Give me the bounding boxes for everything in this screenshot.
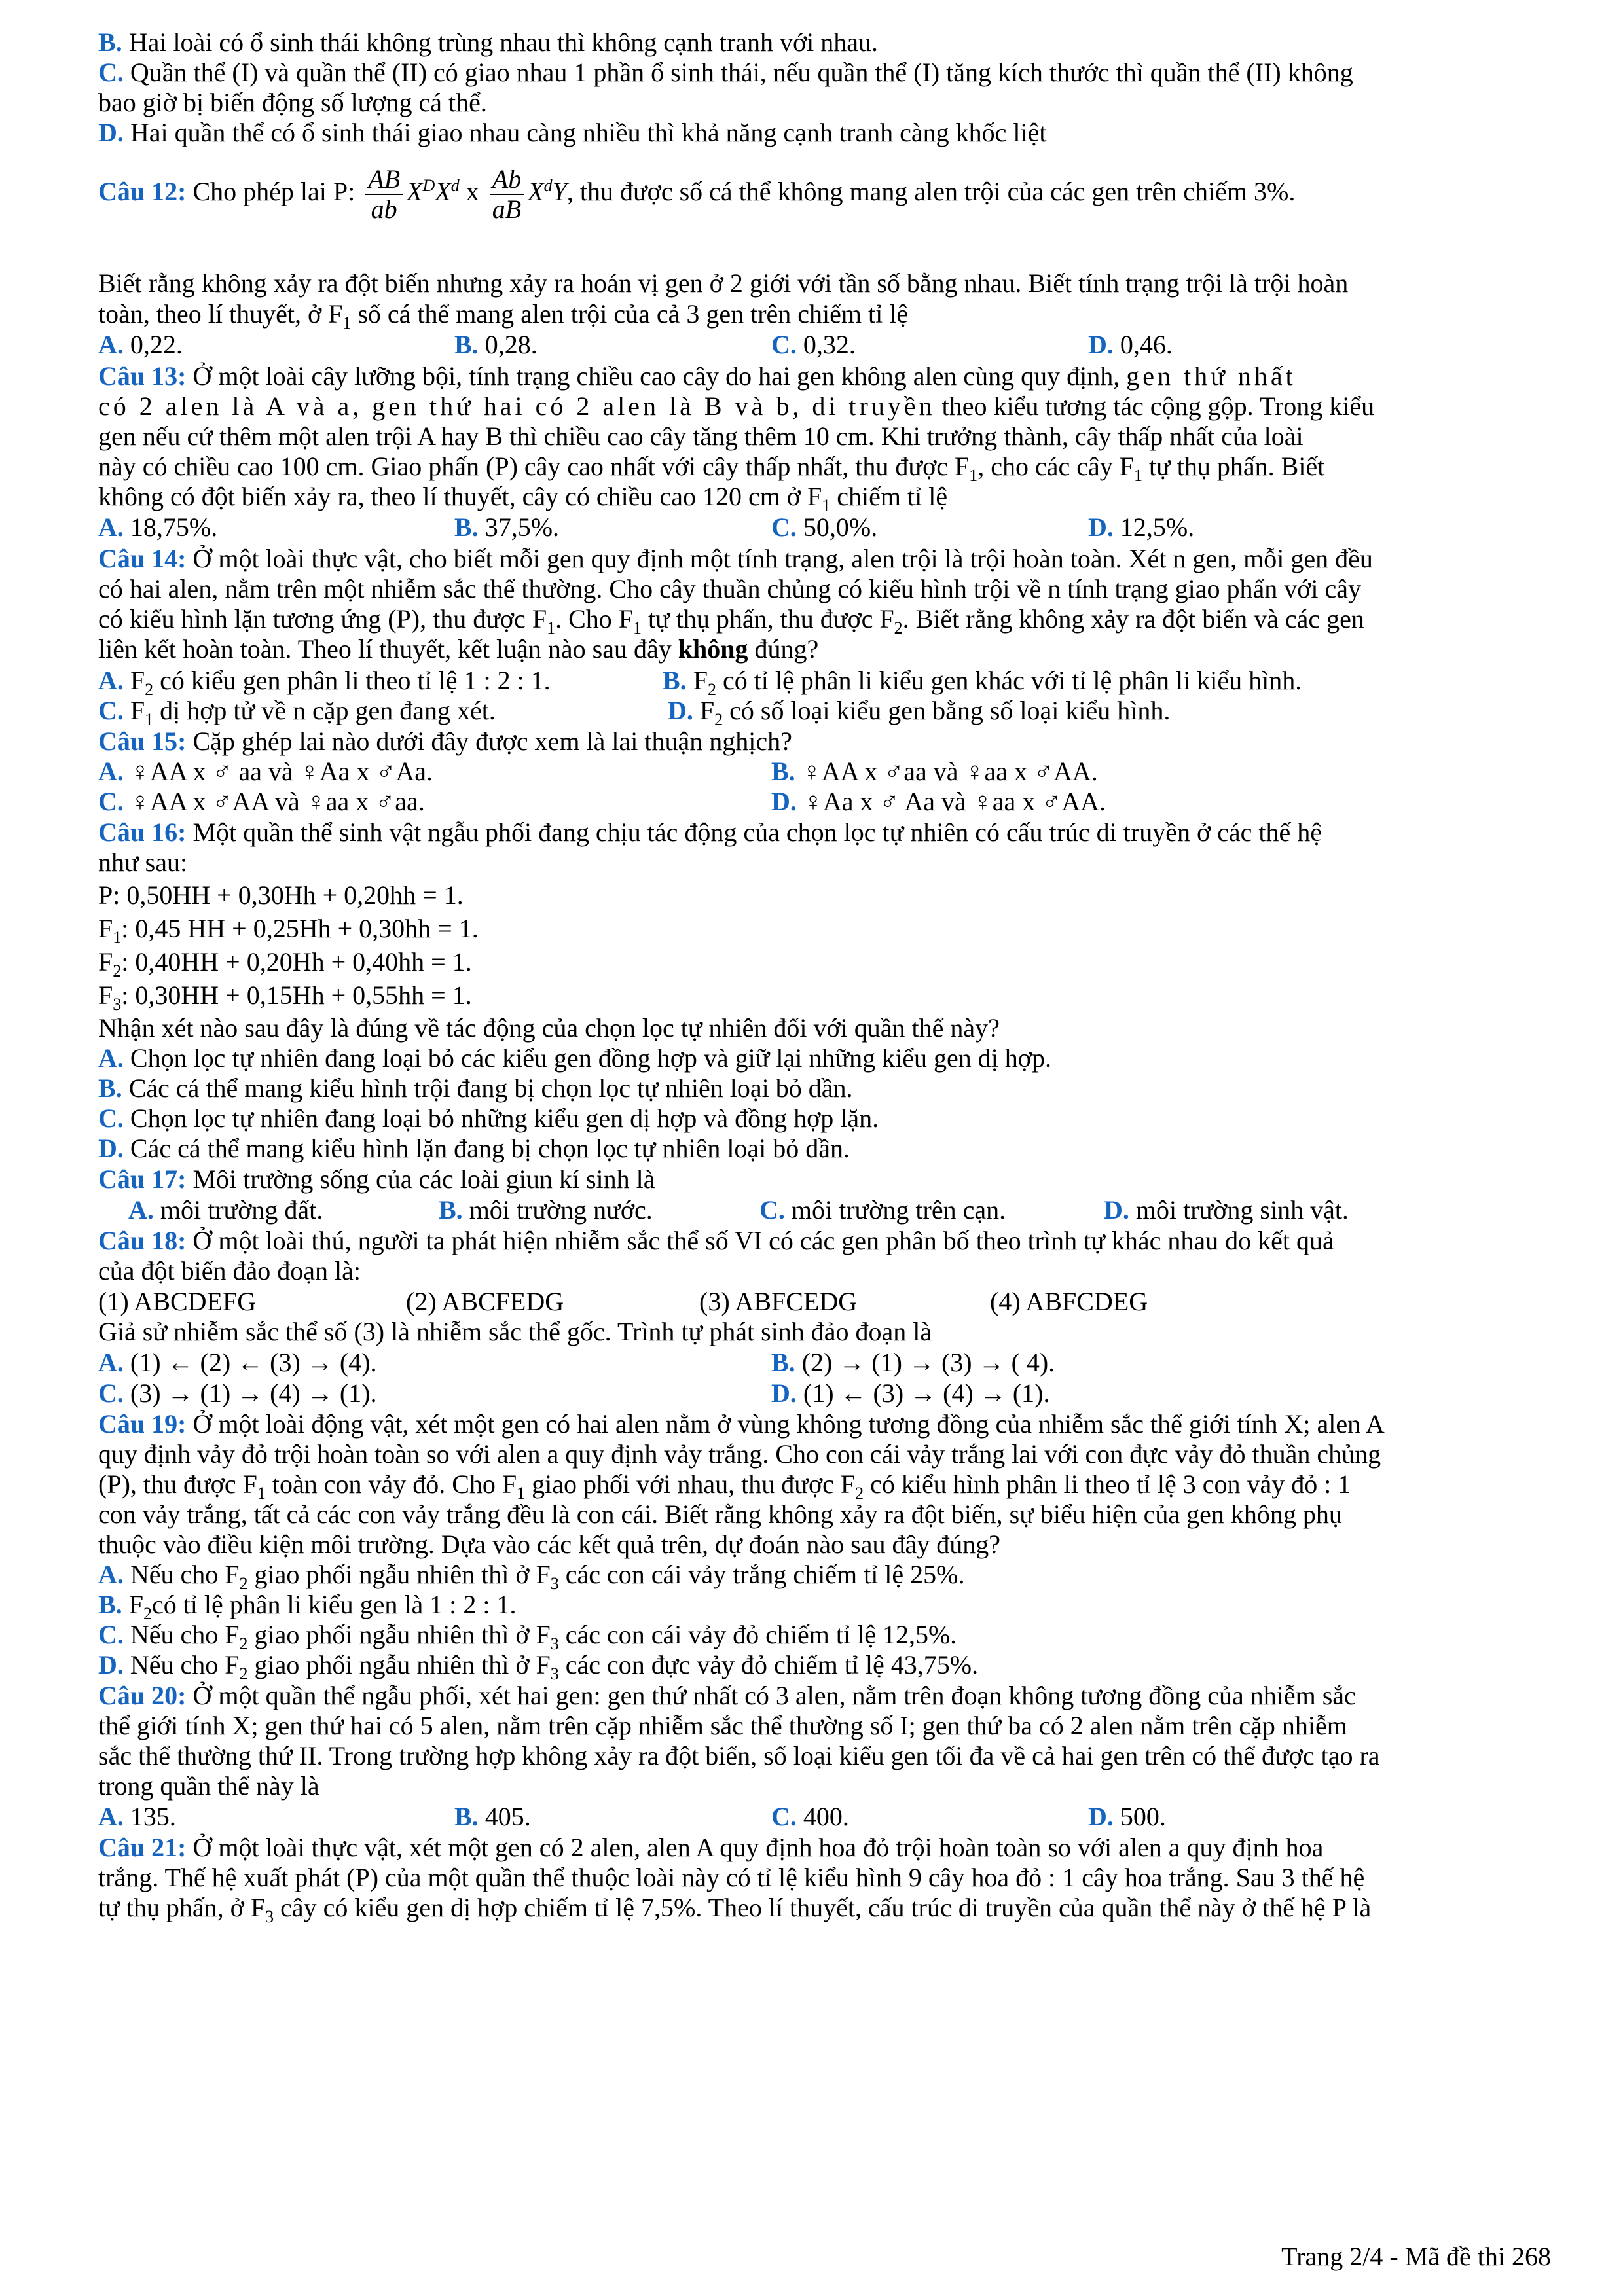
- q13-line2: có 2 alen là A và a, gen thứ hai có 2 alen là B và b, di truyền theo kiểu tương tác cộng gộp. Trong kiểu: [98, 391, 1375, 421]
- q18-option-c[interactable]: C. (3) → (1) → (4) → (1).: [98, 1378, 377, 1408]
- q15-question: Câu 15: Cặp ghép lai nào dưới đây được xem là lai thuận nghịch?: [98, 726, 792, 756]
- q14-option-c[interactable]: C. $F_1$ dị hợp tử về n cặp gen đang xét.: [98, 696, 496, 729]
- q19-line2: quy định vảy đỏ trội hoàn toàn so với alen a quy định vảy trắng. Cho con cái vảy trắng lai với con đực vảy đỏ thuần chủng: [98, 1439, 1381, 1469]
- q19-line3: (P), thu được $F_1$ toàn con vảy đỏ. Cho $F_1$ giao phối với nhau, thu được $F_2$ có kiểu hình phân li theo tỉ lệ 3 con vảy đỏ : 1: [98, 1469, 1351, 1503]
- q19-option-b[interactable]: B. $F_2có$ tỉ lệ phân li kiểu gen là 1 : 2 : 1.: [98, 1590, 517, 1623]
- q18-option-d[interactable]: D. (1) ← (3) → (4) → (1).: [771, 1378, 1050, 1408]
- q21-line3: tự thụ phấn, ở $F_3$ cây có kiểu gen dị hợp chiếm tỉ lệ 7,5%. Theo lí thuyết, cấu trúc di truyền của quần thể này ở thế hệ P là: [98, 1893, 1372, 1926]
- q18-option-b[interactable]: B. (2) → (1) → (3) → ( 4).: [771, 1348, 1055, 1377]
- q14-option-d[interactable]: D. $F_2$ có số loại kiểu gen bằng số loại kiểu hình.: [668, 696, 1171, 729]
- q19-line4: con vảy trắng, tất cả các con vảy trắng đều là con cái. Biết rằng không xảy ra đột biến, sự biểu hiện của gen không phụ: [98, 1499, 1342, 1529]
- q12-question: Câu 12: Cho phép lai P: $\frac{AB}{ab}$ $X^DX^d$ x $\frac{Ab}{aB}$ $X^dY$, thu được số cá thể không mang alen trội của các gen trên chiếm 3%.: [98, 164, 1296, 224]
- q11-option-c-cont: bao giờ bị biến động số lượng cá thể.: [98, 88, 487, 117]
- q16-generation-p: P: 0,50HH + 0,30Hh + 0,20hh = 1.: [98, 880, 464, 910]
- q13-line3: gen nếu cứ thêm một alen trội A hay B thì chiều cao cây tăng thêm 10 cm. Khi trưởng thành, cây thấp nhất của loài: [98, 422, 1304, 451]
- q19-line5: thuộc vào điều kiện môi trường. Dựa vào các kết quả trên, dự đoán nào sau đây đúng?: [98, 1530, 1001, 1559]
- page-footer: Trang 2/4 - Mã đề thi 268: [1281, 2242, 1551, 2271]
- q20-line2: thể giới tính X; gen thứ hai có 5 alen, nằm trên cặp nhiễm sắc thể thường số I; gen thứ ba có 2 alen nằm trên cặp nhiễm: [98, 1711, 1347, 1740]
- q16-ask: Nhận xét nào sau đây là đúng về tác động của chọn lọc tự nhiên đối với quần thể này?: [98, 1013, 1000, 1043]
- q12-fraction-1: $\frac{AB}{ab}$: [365, 165, 403, 224]
- q11-option-c: C. Quần thể (I) và quần thể (II) có giao nhau 1 phần ổ sinh thái, nếu quần thể (I) tăng kích thước thì quần thể (II) không: [98, 58, 1353, 87]
- q13-line1: Câu 13: Ở một loài cây lưỡng bội, tính trạng chiều cao cây do hai gen không alen cùng quy định, gen thứ nhất: [98, 361, 1296, 391]
- q20-option-a[interactable]: A. 135.: [98, 1802, 176, 1831]
- q16-generation-f3: $F_3$: 0,30HH + 0,15Hh + 0,55hh = 1.: [98, 980, 472, 1014]
- q12-option-c[interactable]: C. 0,32.: [771, 330, 856, 359]
- q13-option-d[interactable]: D. 12,5%.: [1088, 512, 1195, 542]
- q16-option-d[interactable]: D. Các cá thể mang kiểu hình lặn đang bị chọn lọc tự nhiên loại bỏ dần.: [98, 1134, 850, 1163]
- q12-option-d[interactable]: D. 0,46.: [1088, 330, 1173, 359]
- q16-generation-f1: $F_1$: 0,45 HH + 0,25Hh + 0,30hh = 1.: [98, 914, 479, 947]
- q16-generation-f2: $F_2$: 0,40HH + 0,20Hh + 0,40hh = 1.: [98, 947, 472, 980]
- q15-option-c[interactable]: C. ♀AA x ♂AA và ♀aa x ♂aa.: [98, 787, 425, 816]
- q21-line1: Câu 21: Ở một loài thực vật, xét một gen có 2 alen, alen A quy định hoa đỏ trội hoàn toàn so với alen a quy định hoa: [98, 1833, 1324, 1862]
- q15-option-a[interactable]: A. ♀AA x ♂ aa và ♀Aa x ♂Aa.: [98, 757, 433, 786]
- q14-option-b[interactable]: B. $F_2$ có tỉ lệ phân li kiểu gen khác với tỉ lệ phân li kiểu hình.: [663, 666, 1302, 699]
- q18-sequence-3: (3) ABFCEDG: [699, 1287, 858, 1316]
- q19-line1: Câu 19: Ở một loài động vật, xét một gen có hai alen nằm ở vùng không tương đồng của nhiễm sắc thể giới tính X; alen A: [98, 1409, 1385, 1439]
- q21-line2: trắng. Thế hệ xuất phát (P) của một quần thể thuộc loài này có tỉ lệ kiểu hình 9 cây hoa đỏ : 1 cây hoa trắng. Sau 3 thế hệ: [98, 1863, 1365, 1892]
- q12-line2: Biết rằng không xảy ra đột biến nhưng xảy ra hoán vị gen ở 2 giới với tần số bằng nhau. Biết tính trạng trội là trội hoàn: [98, 268, 1349, 298]
- q20-option-d[interactable]: D. 500.: [1088, 1802, 1166, 1831]
- q13-line4: này có chiều cao 100 cm. Giao phấn (P) cây cao nhất với cây thấp nhất, thu được $F_1$, cho các cây $F_1$ tự thụ phấn. Biết: [98, 452, 1325, 485]
- q20-option-b[interactable]: B. 405.: [454, 1802, 531, 1831]
- q18-option-a[interactable]: A. (1) ← (2) ← (3) → (4).: [98, 1348, 377, 1377]
- q12-fraction-2: $\frac{Ab}{aB}$: [490, 165, 524, 224]
- q18-line2: của đột biến đảo đoạn là:: [98, 1256, 361, 1285]
- q18-sequence-1: (1) ABCDEFG: [98, 1287, 257, 1316]
- q16-option-b[interactable]: B. Các cá thể mang kiểu hình trội đang bị chọn lọc tự nhiên loại bỏ dần.: [98, 1073, 853, 1103]
- q18-sequence-4: (4) ABFCDEG: [990, 1287, 1148, 1316]
- q11-option-d: D. Hai quần thể có ổ sinh thái giao nhau càng nhiều thì khả năng cạnh tranh càng khốc liệt: [98, 118, 1047, 147]
- q20-line4: trong quần thể này là: [98, 1771, 319, 1801]
- q20-line3: sắc thể thường thứ II. Trong trường hợp không xảy ra đột biến, số loại kiểu gen tối đa về cả hai gen trên có thể được tạo ra: [98, 1741, 1380, 1770]
- q18-line1: Câu 18: Ở một loài thú, người ta phát hiện nhiễm sắc thể số VI có các gen phân bố theo trình tự khác nhau do kết quả: [98, 1226, 1334, 1255]
- q14-line4: liên kết hoàn toàn. Theo lí thuyết, kết luận nào sau đây không đúng?: [98, 634, 819, 664]
- q16-line2: như sau:: [98, 848, 188, 877]
- q16-line1: Câu 16: Một quần thể sinh vật ngẫu phối đang chịu tác động của chọn lọc tự nhiên có cấu trúc di truyền ở các thế hệ: [98, 817, 1322, 847]
- q14-line1: Câu 14: Ở một loài thực vật, cho biết mỗi gen quy định một tính trạng, alen trội là trội hoàn toàn. Xét n gen, mỗi gen đều: [98, 544, 1373, 573]
- q13-line5: không có đột biến xảy ra, theo lí thuyết, cây có chiều cao 120 cm ở $F_1$ chiếm tỉ lệ: [98, 482, 948, 515]
- q13-option-c[interactable]: C. 50,0%.: [771, 512, 878, 542]
- q13-option-b[interactable]: B. 37,5%.: [454, 512, 560, 542]
- q17-option-a[interactable]: A. môi trường đất.: [128, 1195, 323, 1225]
- q18-sequence-2: (2) ABCFEDG: [406, 1287, 564, 1316]
- q16-option-a[interactable]: A. Chọn lọc tự nhiên đang loại bỏ các kiểu gen đồng hợp và giữ lại những kiểu gen dị hợp.: [98, 1043, 1051, 1073]
- q16-option-c[interactable]: C. Chọn lọc tự nhiên đang loại bỏ những kiểu gen dị hợp và đồng hợp lặn.: [98, 1103, 879, 1133]
- q19-option-d[interactable]: D. Nếu cho $F_2$ giao phối ngẫu nhiên thì ở $F_3$ các con đực vảy đỏ chiếm tỉ lệ 43,75%.: [98, 1650, 979, 1683]
- q11-option-b: B. Hai loài có ổ sinh thái không trùng nhau thì không cạnh tranh với nhau.: [98, 27, 878, 57]
- q15-option-b[interactable]: B. ♀AA x ♂aa và ♀aa x ♂AA.: [771, 757, 1098, 786]
- q13-option-a[interactable]: A. 18,75%.: [98, 512, 218, 542]
- q14-line3: có kiểu hình lặn tương ứng (P), thu được $F_1$. Cho $F_1$ tự thụ phấn, thu được $F_2$. Biết rằng không xảy ra đột biến và các gen: [98, 604, 1364, 637]
- q17-option-b[interactable]: B. môi trường nước.: [439, 1195, 653, 1225]
- q20-option-c[interactable]: C. 400.: [771, 1802, 849, 1831]
- q14-option-a[interactable]: A. $F_2$ có kiểu gen phân li theo tỉ lệ 1 : 2 : 1.: [98, 666, 551, 699]
- q12-option-a[interactable]: A. 0,22.: [98, 330, 183, 359]
- q12-line3: toàn, theo lí thuyết, ở $F_1$ số cá thể mang alen trội của cả 3 gen trên chiếm tỉ lệ: [98, 299, 909, 332]
- q14-line2: có hai alen, nằm trên một nhiễm sắc thể thường. Cho cây thuần chủng có kiểu hình trội về n tính trạng giao phấn với cây: [98, 574, 1362, 603]
- q19-option-a[interactable]: A. Nếu cho $F_2$ giao phối ngẫu nhiên thì ở $F_3$ các con cái vảy trắng chiếm tỉ lệ 25%.: [98, 1560, 965, 1593]
- q15-option-d[interactable]: D. ♀Aa x ♂ Aa và ♀aa x ♂AA.: [771, 787, 1106, 816]
- q19-option-c[interactable]: C. Nếu cho $F_2$ giao phối ngẫu nhiên thì ở $F_3$ các con cái vảy đỏ chiếm tỉ lệ 12,5%.: [98, 1620, 957, 1653]
- q17-option-d[interactable]: D. môi trường sinh vật.: [1104, 1195, 1349, 1225]
- q18-line3: Giả sử nhiễm sắc thể số (3) là nhiễm sắc thể gốc. Trình tự phát sinh đảo đoạn là: [98, 1317, 932, 1346]
- q12-option-b[interactable]: B. 0,28.: [454, 330, 538, 359]
- q17-option-c[interactable]: C. môi trường trên cạn.: [759, 1195, 1006, 1225]
- q17-question: Câu 17: Môi trường sống của các loài giun kí sinh là: [98, 1164, 655, 1194]
- q20-line1: Câu 20: Ở một quần thể ngẫu phối, xét hai gen: gen thứ nhất có 3 alen, nằm trên đoạn không tương đồng của nhiễm sắc: [98, 1681, 1356, 1710]
